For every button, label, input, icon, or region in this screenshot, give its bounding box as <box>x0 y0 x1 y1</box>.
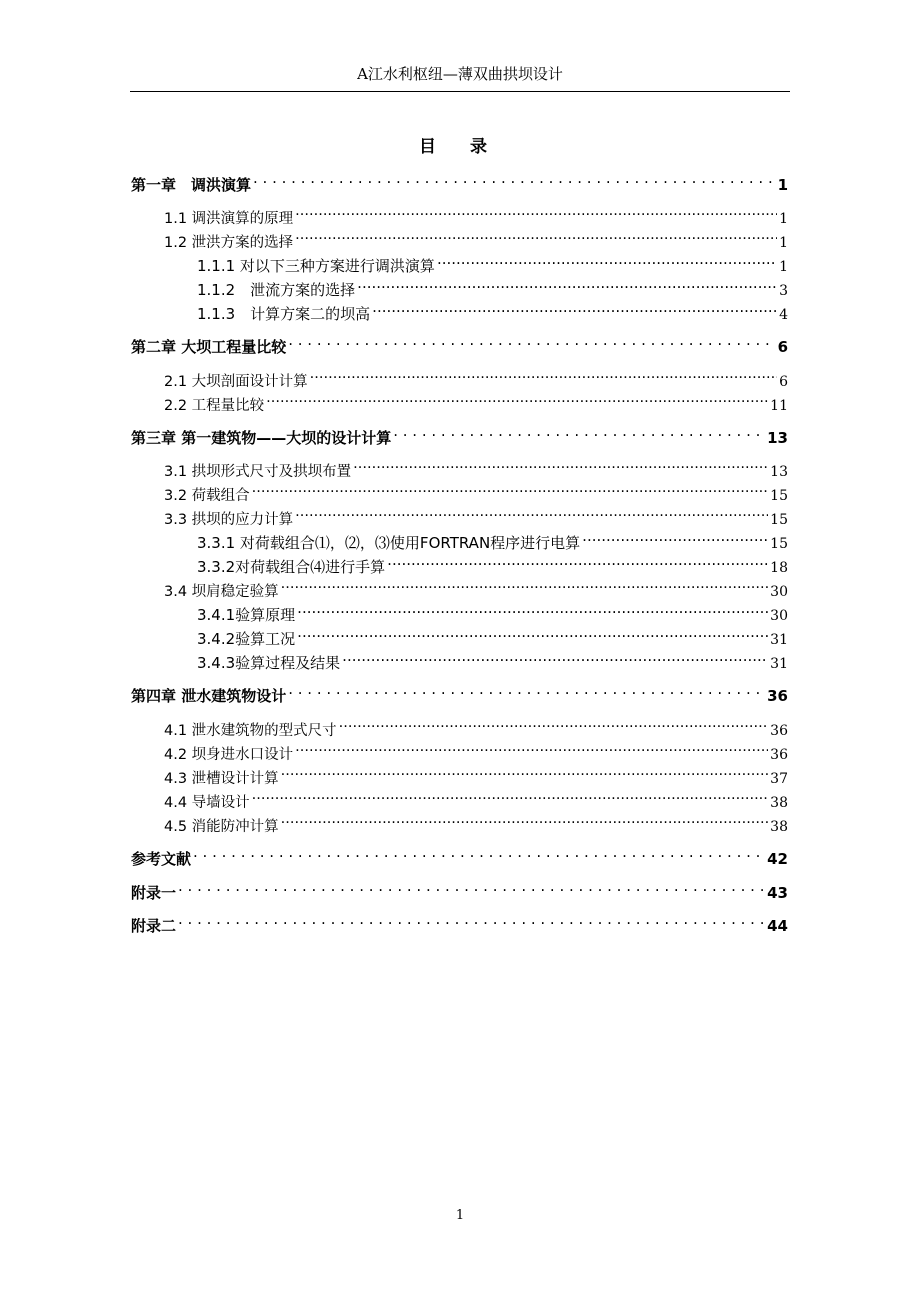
toc-entry-page: 4 <box>779 307 788 323</box>
toc-subsection-1-1-2[interactable] <box>197 271 788 299</box>
toc-entry-label: 附录二 <box>131 917 177 935</box>
toc-entry-label: 1.1 调洪演算的原理 <box>164 211 294 227</box>
toc-entry-label: 3.4 坝肩稳定验算 <box>164 584 279 600</box>
toc-entry-label: 第三章 第一建筑物——大坝的设计计算 <box>131 429 392 447</box>
toc-section-3-4[interactable] <box>164 572 788 600</box>
toc-subsection-3-4-3[interactable] <box>197 644 788 672</box>
toc-entry-page: 1 <box>779 259 788 275</box>
toc-section-4-3[interactable] <box>164 759 788 787</box>
running-header: A江水利枢纽—薄双曲拱坝设计 <box>357 65 563 83</box>
toc-entry-page: 15 <box>770 488 788 504</box>
leader-dots <box>178 874 765 898</box>
toc-chapter-1[interactable] <box>131 166 788 194</box>
leader-dots <box>339 711 769 735</box>
leader-dots <box>281 759 769 783</box>
toc-references[interactable] <box>131 840 788 868</box>
toc-section-2-1[interactable] <box>164 362 788 390</box>
toc-entry-page: 30 <box>770 584 788 600</box>
toc-section-4-1[interactable] <box>164 711 788 739</box>
toc-entry-label: 第一章 调洪演算 <box>131 176 252 194</box>
toc-section-3-3[interactable] <box>164 500 788 528</box>
toc-entry-page: 37 <box>770 771 788 787</box>
leader-dots <box>252 783 769 807</box>
toc-entry-label: 3.2 荷载组合 <box>164 488 250 504</box>
toc-entry-page: 30 <box>770 608 788 624</box>
toc-entry-page: 36 <box>767 687 788 705</box>
toc-entry-label: 2.2 工程量比较 <box>164 398 265 414</box>
leader-dots <box>295 199 777 223</box>
toc-entry-page: 11 <box>770 398 788 414</box>
toc-entry-page: 6 <box>777 338 788 356</box>
leader-dots <box>288 328 775 352</box>
toc-entry-label: 4.5 消能防冲计算 <box>164 819 279 835</box>
toc-subsection-3-4-2[interactable] <box>197 620 788 648</box>
leader-dots <box>297 620 768 644</box>
leader-dots <box>295 500 768 524</box>
page-number: 1 <box>455 1208 465 1223</box>
toc-entry-page: 31 <box>770 656 788 672</box>
toc-appendix-2[interactable] <box>131 907 788 935</box>
toc-entry-label: 1.1.3 计算方案二的坝高 <box>197 305 371 323</box>
toc-entry-label: 参考文献 <box>131 850 192 868</box>
toc-entry-label: 4.1 泄水建筑物的型式尺寸 <box>164 723 337 739</box>
toc-entry-label: 1.1.1 对以下三种方案进行调洪演算 <box>197 257 435 275</box>
toc-subsection-1-1-1[interactable] <box>197 247 788 275</box>
toc-entry-label: 4.4 导墙设计 <box>164 795 250 811</box>
toc-entry-page: 1 <box>779 211 788 227</box>
toc-entry-page: 44 <box>767 917 788 935</box>
toc-section-4-2[interactable] <box>164 735 788 763</box>
leader-dots <box>253 166 776 190</box>
leader-dots <box>297 596 768 620</box>
leader-dots <box>295 223 777 247</box>
leader-dots <box>288 677 765 701</box>
leader-dots <box>437 247 777 271</box>
toc-entry-page: 18 <box>770 560 788 576</box>
toc-entry-page: 38 <box>770 819 788 835</box>
leader-dots <box>266 386 768 410</box>
toc-entry-label: 1.2 泄洪方案的选择 <box>164 235 294 251</box>
toc-title: 目 录 <box>419 137 501 157</box>
toc-entry-page: 36 <box>770 747 788 763</box>
toc-section-4-4[interactable] <box>164 783 788 811</box>
leader-dots <box>252 476 769 500</box>
toc-appendix-1[interactable] <box>131 874 788 902</box>
leader-dots <box>393 419 765 443</box>
toc-section-2-2[interactable] <box>164 386 788 414</box>
leader-dots <box>193 840 765 864</box>
toc-entry-page: 6 <box>779 374 788 390</box>
toc-entry-label: 3.3.2对荷载组合⑷进行手算 <box>197 558 386 576</box>
leader-dots <box>178 907 765 931</box>
toc-chapter-4[interactable] <box>131 677 788 705</box>
toc-section-4-5[interactable] <box>164 807 788 835</box>
toc-subsection-1-1-3[interactable] <box>197 295 788 323</box>
toc-entry-page: 3 <box>779 283 788 299</box>
toc-entry-label: 3.1 拱坝形式尺寸及拱坝布置 <box>164 464 352 480</box>
toc-entry-label: 3.4.1验算原理 <box>197 606 296 624</box>
toc-entry-page: 1 <box>779 235 788 251</box>
toc-entry-label: 第二章 大坝工程量比较 <box>131 338 287 356</box>
leader-dots <box>582 524 768 548</box>
toc-subsection-3-4-1[interactable] <box>197 596 788 624</box>
toc-entry-page: 13 <box>767 429 788 447</box>
leader-dots <box>281 807 769 831</box>
leader-dots <box>372 295 777 319</box>
toc-entry-label: 3.3 拱坝的应力计算 <box>164 512 294 528</box>
toc-entry-label: 1.1.2 泄流方案的选择 <box>197 281 356 299</box>
toc-entry-label: 4.3 泄槽设计计算 <box>164 771 279 787</box>
toc-entry-page: 1 <box>777 176 788 194</box>
toc-entry-label: 附录一 <box>131 884 177 902</box>
toc-entry-page: 15 <box>770 536 788 552</box>
toc-section-1-2[interactable] <box>164 223 788 251</box>
toc-entry-page: 31 <box>770 632 788 648</box>
toc-section-1-1[interactable] <box>164 199 788 227</box>
leader-dots <box>310 362 777 386</box>
leader-dots <box>342 644 768 668</box>
toc-entry-page: 43 <box>767 884 788 902</box>
leader-dots <box>295 735 768 759</box>
toc-entry-label: 第四章 泄水建筑物设计 <box>131 687 287 705</box>
leader-dots <box>357 271 777 295</box>
toc-subsection-3-3-1[interactable] <box>197 524 788 552</box>
toc-entry-page: 38 <box>770 795 788 811</box>
toc-entry-page: 42 <box>767 850 788 868</box>
toc-entry-page: 15 <box>770 512 788 528</box>
leader-dots <box>281 572 769 596</box>
leader-dots <box>387 548 768 572</box>
toc-chapter-2[interactable] <box>131 328 788 356</box>
toc-entry-label: 3.4.3验算过程及结果 <box>197 654 341 672</box>
toc-section-3-2[interactable] <box>164 476 788 504</box>
toc-subsection-3-3-2[interactable] <box>197 548 788 576</box>
toc-entry-label: 3.3.1 对荷载组合⑴，⑵，⑶使用FORTRAN程序进行电算 <box>197 534 581 552</box>
toc-entry-label: 3.4.2验算工况 <box>197 630 296 648</box>
leader-dots <box>353 452 768 476</box>
toc-entry-label: 4.2 坝身进水口设计 <box>164 747 294 763</box>
toc-entry-page: 13 <box>770 464 788 480</box>
toc-section-3-1[interactable] <box>164 452 788 480</box>
toc-entry-page: 36 <box>770 723 788 739</box>
toc-chapter-3[interactable] <box>131 419 788 447</box>
toc-entry-label: 2.1 大坝剖面设计计算 <box>164 374 308 390</box>
